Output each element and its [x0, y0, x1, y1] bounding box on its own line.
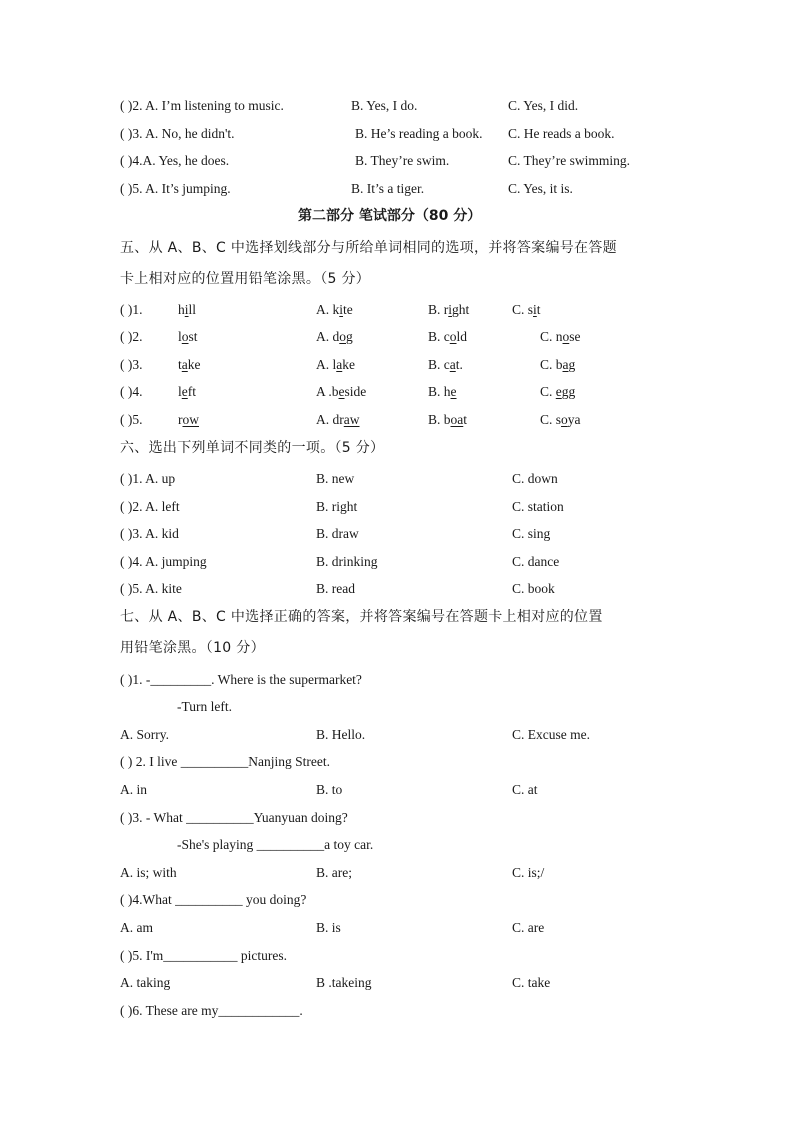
option-c: C. Yes, I did. [508, 98, 579, 113]
q1-stem: ( )1. -_________. Where is the supermarket? [120, 672, 362, 687]
word-part: C. s [540, 412, 562, 427]
underlined-letters: a [181, 357, 188, 372]
word-part: B. h [428, 384, 451, 399]
underlined-letters: e [555, 384, 562, 399]
underlined-letters: e [338, 384, 345, 399]
word-part: C. [540, 384, 556, 399]
underlined-letters: o [449, 329, 457, 344]
option-b: B. read [316, 581, 355, 596]
option-a [316, 358, 355, 372]
word-part: ll [188, 302, 197, 317]
option-b: B. draw [316, 526, 359, 541]
option-c: C. book [512, 581, 555, 596]
word-part: ft [187, 384, 197, 399]
word-part: A .b [316, 384, 339, 399]
q3-option-a: A. is; with [120, 865, 177, 880]
word-part: side [344, 384, 367, 399]
underlined-letters: ow [182, 412, 199, 427]
word-part: ya [567, 412, 581, 427]
option-a [316, 303, 353, 317]
option-c [540, 330, 581, 344]
item-number: ( )5. [120, 412, 143, 427]
underlined-letters: a [449, 357, 456, 372]
word-part: ke [342, 357, 355, 372]
q3-option-c: C. is;/ [512, 865, 545, 880]
q4-option-c: C. are [512, 920, 545, 935]
word-part: B. c [428, 329, 450, 344]
underlined-letters: a [336, 357, 343, 372]
q5-stem: ( )5. I'm___________ pictures. [120, 948, 288, 963]
underlined-letters: aw [343, 412, 360, 427]
option-a: ( )4. A. jumping [120, 554, 207, 569]
word-part: B. b [428, 412, 451, 427]
section7-heading-line2: 用铅笔涂黑。（10 分） [120, 640, 265, 656]
underlined-letters: o [339, 329, 346, 344]
word-part: A. d [316, 329, 340, 344]
option-a [316, 330, 353, 344]
q2-option-c: C. at [512, 782, 538, 797]
q2-option-b: B. to [316, 782, 343, 797]
option-c: C. station [512, 499, 564, 514]
option-a: ( )2. A. left [120, 499, 180, 514]
option-b: B. Yes, I do. [351, 98, 418, 113]
word-part: C. n [540, 329, 563, 344]
q5-option-b: B .takeing [316, 975, 372, 990]
word-part: te [343, 302, 353, 317]
word-part: l [178, 329, 182, 344]
word-part: ght [452, 302, 470, 317]
section7-heading-line1: 七、从 A、B、C 中选择正确的答案，并将答案编号在答题卡上相对应的位置 [120, 609, 603, 625]
word-part: g [346, 329, 353, 344]
option-a [316, 413, 360, 427]
listening-q3: ( )3. A. No, he didn't. [120, 126, 235, 141]
listening-q2: ( )2. A. I’m listening to music. [120, 98, 284, 113]
option-b [428, 330, 467, 344]
word-part: C. s [512, 302, 534, 317]
item-number: ( )4. [120, 384, 143, 399]
q3-response: -She's playing __________a toy car. [177, 837, 374, 852]
word-part: A. dr [316, 412, 344, 427]
item-number: ( )1. [120, 302, 143, 317]
section6-heading: 六、选出下列单词不同类的一项。（5 分） [120, 440, 385, 456]
word-part: t [178, 357, 182, 372]
option-a [316, 385, 366, 399]
underlined-letters: oa [450, 412, 464, 427]
option-c: C. They’re swimming. [508, 153, 630, 168]
underlined-letters: e [450, 384, 457, 399]
item-number: ( )3. [120, 357, 143, 372]
option-c [540, 385, 575, 399]
word-part: l [178, 384, 182, 399]
q6-stem: ( )6. These are my____________. [120, 1003, 303, 1018]
item-number: ( )2. [120, 329, 143, 344]
q4-option-b: B. is [316, 920, 341, 935]
q4-stem: ( )4.What __________ you doing? [120, 892, 307, 907]
option-b: B. It’s a tiger. [351, 181, 425, 196]
word-part: B. c [428, 357, 450, 372]
given-word [178, 385, 196, 399]
option-b: B. right [316, 499, 358, 514]
option-a: ( )5. A. kite [120, 581, 182, 596]
option-c: C. sing [512, 526, 551, 541]
word-part: h [178, 302, 185, 317]
word-part: C. b [540, 357, 563, 372]
underlined-letters: o [561, 412, 568, 427]
option-c: C. Yes, it is. [508, 181, 573, 196]
section5-heading-line1: 五、从 A、B、C 中选择划线部分与所给单词相同的选项，并将答案编号在答题 [120, 240, 617, 256]
option-b: B. drinking [316, 554, 378, 569]
option-c [512, 303, 541, 317]
underlined-letters: i [184, 302, 189, 317]
option-b: B. new [316, 471, 355, 486]
option-b [428, 385, 457, 399]
word-part: gg [561, 384, 576, 399]
underlined-letters: i [339, 302, 344, 317]
word-part: se [569, 329, 581, 344]
q3-option-b: B. are; [316, 865, 352, 880]
listening-q5: ( )5. A. It’s jumping. [120, 181, 231, 196]
q5-option-a: A. taking [120, 975, 171, 990]
option-c: C. dance [512, 554, 560, 569]
word-part: r [178, 412, 183, 427]
word-part: g [568, 357, 576, 372]
word-part: t. [455, 357, 463, 372]
underlined-letters: o [562, 329, 570, 344]
word-part: ke [187, 357, 201, 372]
underlined-letters: e [181, 384, 188, 399]
word-part: t [536, 302, 541, 317]
option-c: C. down [512, 471, 558, 486]
word-part: B. r [428, 302, 449, 317]
underlined-letters: i [533, 302, 537, 317]
q2-option-a: A. in [120, 782, 147, 797]
q4-option-a: A. am [120, 920, 153, 935]
option-c [540, 358, 575, 372]
q1-response: -Turn left. [177, 699, 233, 714]
option-b [428, 303, 469, 317]
listening-q4: ( )4.A. Yes, he does. [120, 153, 230, 168]
q3-stem: ( )3. - What __________Yuanyuan doing? [120, 810, 348, 825]
word-part: t [463, 412, 468, 427]
option-c [540, 413, 581, 427]
q1-option-a: A. Sorry. [120, 727, 169, 742]
option-c: C. He reads a book. [508, 126, 615, 141]
word-part: st [188, 329, 198, 344]
q5-option-c: C. take [512, 975, 551, 990]
q1-option-b: B. Hello. [316, 727, 366, 742]
option-b [428, 358, 463, 372]
word-part: ld [456, 329, 468, 344]
word-part: A. l [316, 357, 337, 372]
underlined-letters: i [448, 302, 453, 317]
option-b [428, 413, 467, 427]
given-word [178, 413, 199, 427]
option-b: B. They’re swim. [355, 153, 450, 168]
q2-stem: ( ) 2. I live __________Nanjing Street. [120, 754, 330, 769]
given-word [178, 303, 196, 317]
option-a: ( )3. A. kid [120, 526, 179, 541]
part2-title: 第二部分 笔试部分（80 分） [298, 208, 482, 224]
section5-heading-line2: 卡上相对应的位置用铅笔涂黑。（5 分） [120, 271, 371, 287]
word-part: A. k [316, 302, 340, 317]
underlined-letters: o [181, 329, 189, 344]
q1-option-c: C. Excuse me. [512, 727, 590, 742]
option-a: ( )1. A. up [120, 471, 176, 486]
option-b: B. He’s reading a book. [355, 126, 483, 141]
given-word [178, 330, 198, 344]
given-word [178, 358, 201, 372]
underlined-letters: a [562, 357, 569, 372]
